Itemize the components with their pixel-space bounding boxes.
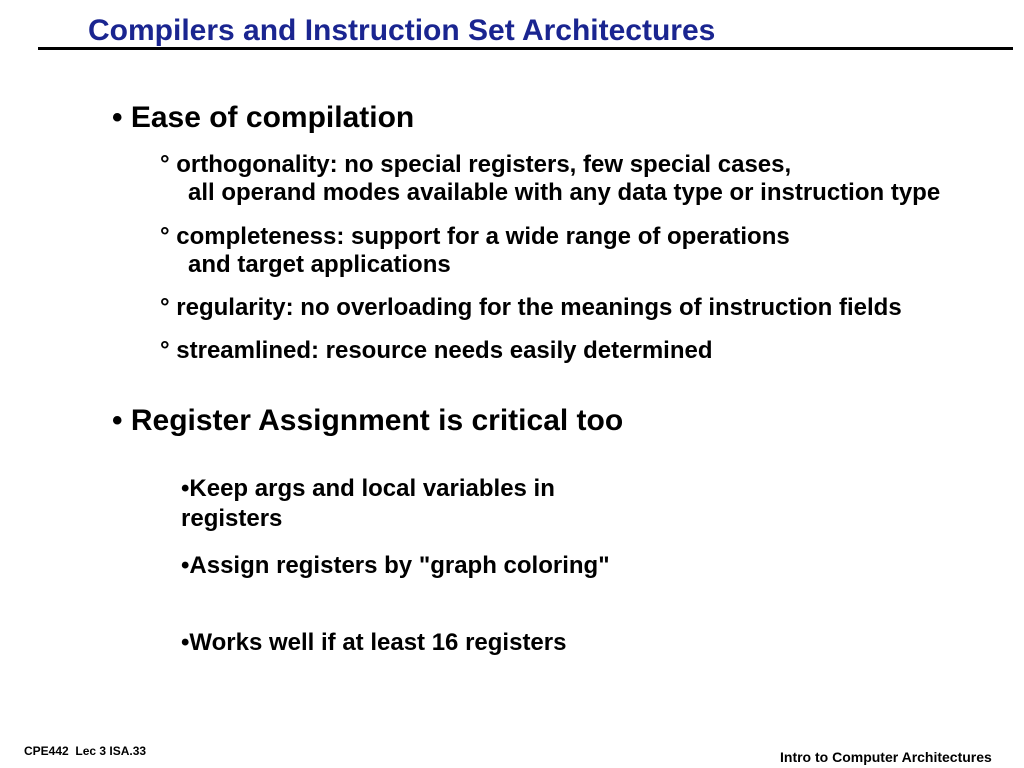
section-register-assignment-heading: • Register Assignment is critical too xyxy=(112,404,624,437)
orthogonality-line2: all operand modes available with any data type or instruction type xyxy=(188,179,941,206)
footer-course-name: Intro to Computer Architectures xyxy=(780,749,992,765)
register-item-keep-args: •Keep args and local variables in registers xyxy=(181,475,555,532)
completeness-line2: and target applications xyxy=(188,251,451,278)
footer-lecture-id: CPE442 Lec 3 ISA.33 xyxy=(24,744,147,758)
orthogonality-line1: ° orthogonality: no special registers, few special cases, xyxy=(160,151,792,178)
regularity-item xyxy=(160,294,902,322)
regularity-line1: ° regularity: no overloading for the meanings of instruction fields xyxy=(160,294,902,321)
section-ease-of-compilation-heading: • Ease of compilation xyxy=(112,101,415,134)
completeness-item xyxy=(160,223,790,279)
streamlined-line1: ° streamlined: resource needs easily determined xyxy=(160,337,713,364)
streamlined-item xyxy=(160,337,713,365)
title-underline xyxy=(38,47,1013,50)
slide-title: Compilers and Instruction Set Architectures xyxy=(88,14,716,47)
completeness-line1: ° completeness: support for a wide range of operations xyxy=(160,223,790,250)
register-item-graph-coloring: •Assign registers by "graph coloring" xyxy=(181,552,610,579)
register-item-16-registers: •Works well if at least 16 registers xyxy=(181,629,567,656)
orthogonality-item xyxy=(160,151,940,207)
